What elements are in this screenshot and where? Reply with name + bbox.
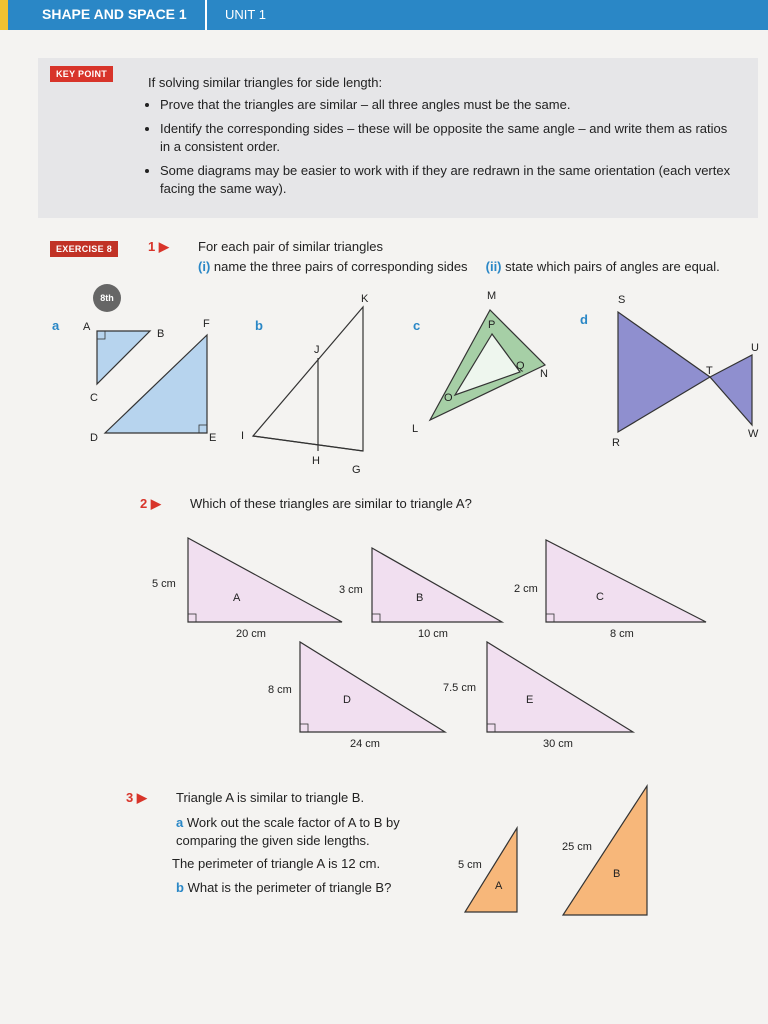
unit-label: UNIT 1 — [225, 7, 266, 22]
level-icon: 8th — [93, 284, 121, 312]
triangle-c-height: 2 cm — [514, 583, 538, 595]
triangle-e-name: E — [526, 694, 534, 706]
triangle-a-q3-side: 5 cm — [458, 859, 482, 871]
part-b-tag: b — [176, 880, 184, 895]
vertex-label: N — [540, 368, 548, 380]
vertex-label: D — [90, 432, 98, 444]
part-c-label: c — [413, 318, 421, 333]
question-1-text: For each pair of similar triangles — [198, 239, 383, 254]
vertex-label: S — [618, 294, 626, 306]
question-1-number: 1 ▶ — [148, 239, 169, 254]
triangle-a-name: A — [233, 592, 241, 604]
triangle-c-base: 8 cm — [610, 628, 634, 640]
triangle-b-name: B — [416, 592, 424, 604]
vertex-label: I — [241, 430, 245, 442]
key-point-bullet: • Prove that the triangles are similar – all three angles must be the same. — [160, 96, 738, 114]
part-a-label: a — [52, 318, 60, 333]
triangle-d-name: D — [343, 694, 351, 706]
question-3-number: 3 ▶ — [126, 790, 147, 805]
vertex-label: U — [751, 342, 759, 354]
triangle-a-base: 20 cm — [236, 628, 266, 640]
triangle-b-height: 3 cm — [339, 584, 363, 596]
triangle-a-q3-name: A — [495, 880, 503, 892]
triangle-e-height: 7.5 cm — [443, 682, 477, 694]
triangle-a-height: 5 cm — [152, 578, 176, 590]
vertex-label: L — [412, 423, 419, 435]
key-point-badge: KEY POINT — [50, 66, 113, 82]
triangle-d-base: 24 cm — [350, 738, 380, 750]
exercise-badge: EXERCISE 8 — [50, 241, 118, 257]
part-ii-text: state which pairs of angles are equal. — [505, 259, 720, 274]
key-point-bullet: • Identify the corresponding sides – these will be opposite the same angle – and write them as ratios in a consistent order. — [160, 120, 738, 156]
vertex-label: P — [488, 319, 496, 331]
question-3-text: Triangle A is similar to triangle B. — [176, 790, 365, 805]
vertex-label: R — [612, 437, 620, 449]
vertex-label: A — [83, 321, 91, 333]
part-b-text: What is the perimeter of triangle B? — [187, 880, 392, 895]
key-point-bullet: • Some diagrams may be easier to work with if they are redrawn in the same orientation (each vertex facing the same way). — [160, 162, 738, 198]
part-d-label: d — [580, 312, 588, 327]
vertex-label: M — [487, 290, 497, 302]
triangle-b-q3-name: B — [613, 868, 621, 880]
vertex-label: E — [209, 432, 217, 444]
key-point-intro: If solving similar triangles for side length: — [148, 75, 383, 90]
part-i-text: name the three pairs of corresponding sides — [213, 259, 468, 274]
vertex-label: O — [444, 392, 453, 404]
vertex-label: W — [748, 428, 759, 440]
part-a-tag: a — [176, 815, 184, 830]
vertex-label: J — [314, 344, 320, 356]
question-2-number: 2 ▶ — [140, 496, 161, 511]
triangle-b-base: 10 cm — [418, 628, 448, 640]
vertex-label: H — [312, 455, 320, 467]
question-3-perimeter: The perimeter of triangle A is 12 cm. — [172, 856, 381, 871]
question-2-text: Which of these triangles are similar to triangle A? — [190, 496, 472, 511]
triangle-b-q3-side: 25 cm — [562, 841, 592, 853]
section-title: SHAPE AND SPACE 1 — [42, 6, 187, 22]
part-a-text: Work out the scale factor of A to B by comparing the given side lengths. — [176, 815, 400, 848]
triangle-c-name: C — [596, 591, 604, 603]
vertex-label: T — [706, 365, 713, 377]
vertex-label: B — [157, 328, 165, 340]
vertex-label: G — [352, 464, 361, 476]
part-b-label: b — [255, 318, 263, 333]
triangle-d-height: 8 cm — [268, 684, 292, 696]
vertex-label: C — [90, 392, 98, 404]
vertex-label: F — [203, 318, 210, 330]
vertex-label: Q — [516, 360, 525, 372]
triangle-e-base: 30 cm — [543, 738, 573, 750]
part-ii-tag: (ii) — [485, 259, 502, 274]
vertex-label: K — [361, 293, 369, 305]
part-i-tag: (i) — [198, 259, 211, 274]
